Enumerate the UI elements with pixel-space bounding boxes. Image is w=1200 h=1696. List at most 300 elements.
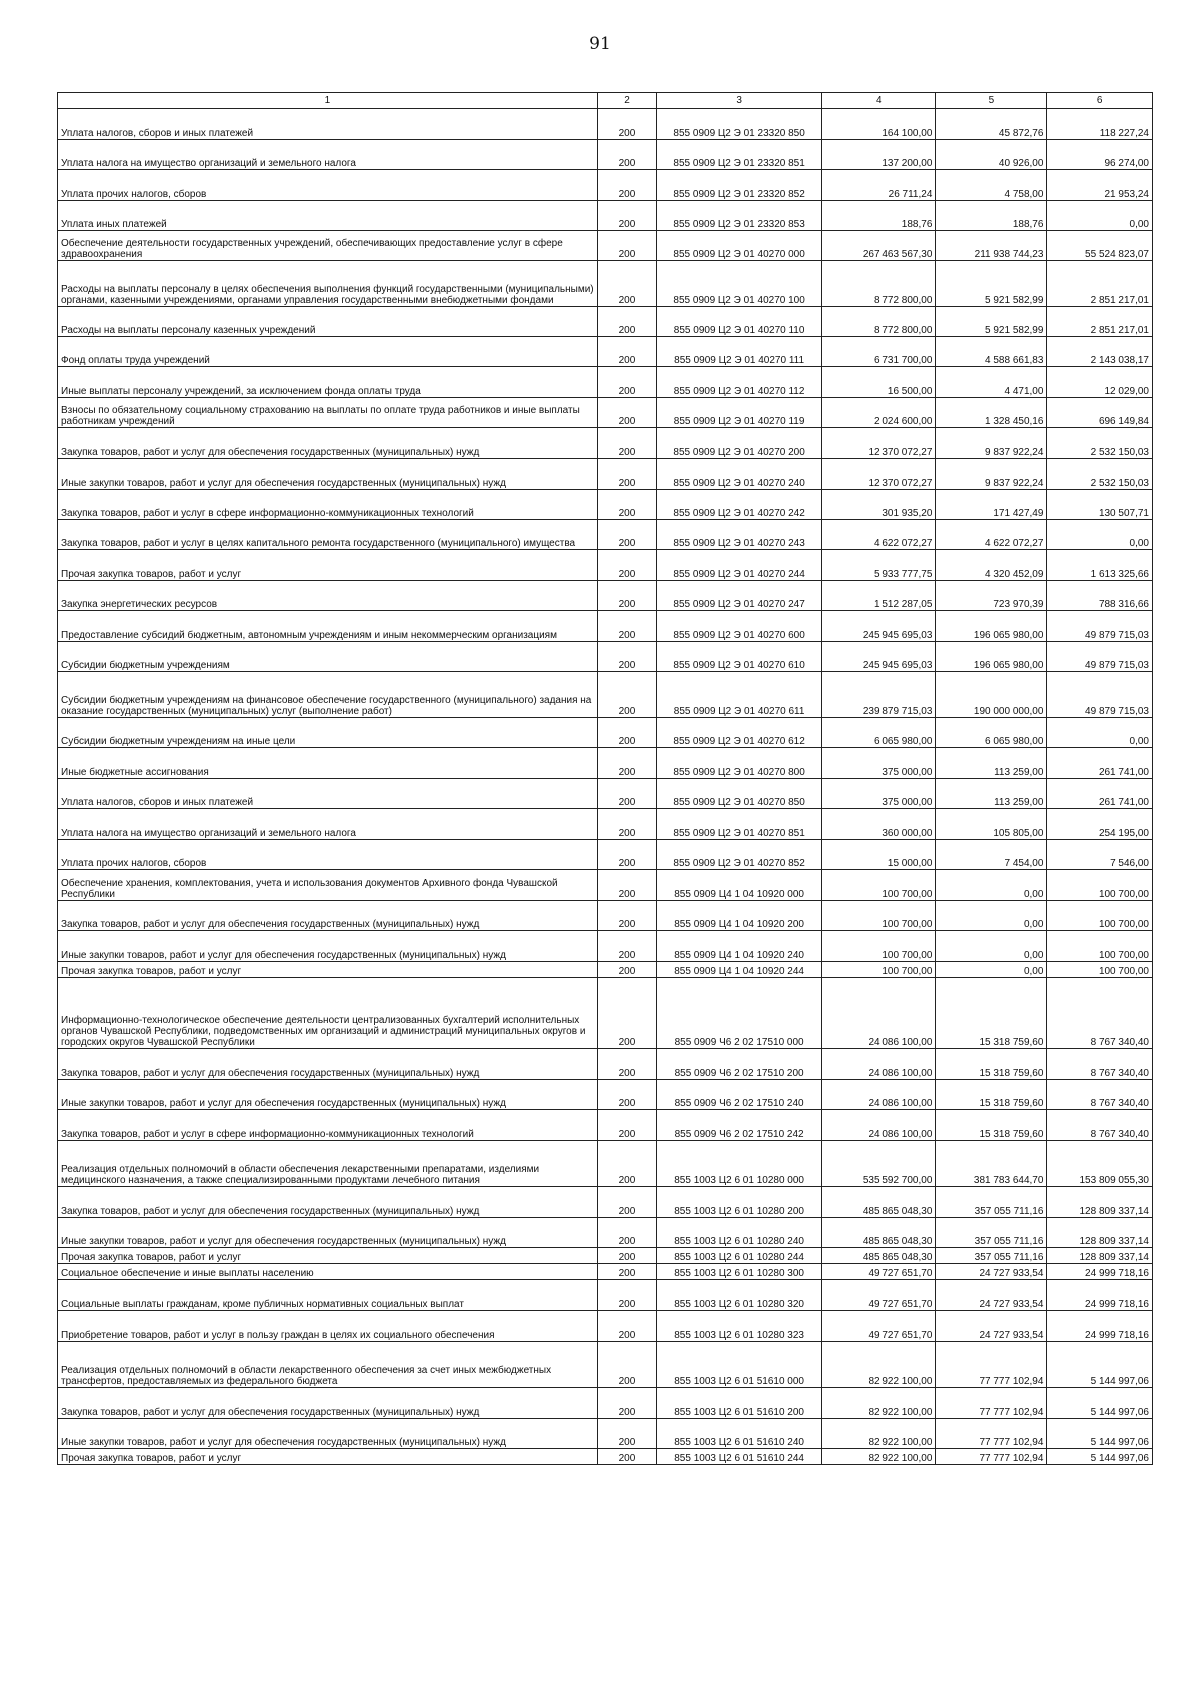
- row-value-col5: 190 000 000,00: [936, 672, 1047, 718]
- row-name: Иные закупки товаров, работ и услуг для обеспечения государственных (муниципальных) нужд: [58, 459, 598, 490]
- row-name: Закупка товаров, работ и услуг в сфере информационно-коммуникационных технологий: [58, 1110, 598, 1141]
- row-code: 200: [597, 1187, 656, 1218]
- row-value-col5: 4 622 072,27: [936, 520, 1047, 550]
- row-code: 200: [597, 672, 656, 718]
- row-budget-code: 855 0909 Ц2 Э 01 40270 852: [657, 840, 822, 870]
- row-value-col4: 49 727 651,70: [822, 1264, 936, 1280]
- row-value-col6: 55 524 823,07: [1047, 231, 1153, 261]
- row-value-col4: 82 922 100,00: [822, 1388, 936, 1419]
- row-name: Реализация отдельных полномочий в области обеспечения лекарственными препаратами, изделиями медицинского назначения, а также специализированными продуктами лечебного питания: [58, 1141, 598, 1187]
- table-row: [58, 231, 1153, 261]
- table-row: [58, 398, 1153, 428]
- row-value-col6: 8 767 340,40: [1047, 1110, 1153, 1141]
- row-code: 200: [597, 520, 656, 550]
- row-budget-code: 855 0909 Ц2 Э 01 40270 242: [657, 490, 822, 520]
- table-row: [58, 1141, 1153, 1187]
- row-budget-code: 855 0909 Ц2 Э 01 40270 111: [657, 337, 822, 367]
- table-row: [58, 672, 1153, 718]
- table-row: [58, 307, 1153, 337]
- row-code: 200: [597, 901, 656, 931]
- row-name: Уплата налогов, сборов и иных платежей: [58, 779, 598, 809]
- row-value-col4: 49 727 651,70: [822, 1280, 936, 1311]
- table-row: [58, 1218, 1153, 1248]
- row-budget-code: 855 0909 Ц2 Э 01 40270 850: [657, 779, 822, 809]
- row-value-col4: 267 463 567,30: [822, 231, 936, 261]
- row-code: 200: [597, 490, 656, 520]
- column-header-6: 6: [1047, 93, 1153, 109]
- row-name: Фонд оплаты труда учреждений: [58, 337, 598, 367]
- row-code: 200: [597, 1049, 656, 1080]
- row-budget-code: 855 0909 Ц2 Э 01 40270 800: [657, 748, 822, 779]
- row-code: 200: [597, 337, 656, 367]
- row-budget-code: 855 0909 Ц2 Э 01 40270 119: [657, 398, 822, 428]
- row-name: Прочая закупка товаров, работ и услуг: [58, 550, 598, 581]
- table-row: [58, 718, 1153, 748]
- table-row: [58, 550, 1153, 581]
- row-code: 200: [597, 367, 656, 398]
- row-value-col4: 8 772 800,00: [822, 307, 936, 337]
- row-name: Иные бюджетные ассигнования: [58, 748, 598, 779]
- row-value-col4: 245 945 695,03: [822, 642, 936, 672]
- table-row: [58, 109, 1153, 140]
- table-row: [58, 1264, 1153, 1280]
- row-value-col4: 6 731 700,00: [822, 337, 936, 367]
- row-value-col4: 360 000,00: [822, 809, 936, 840]
- budget-execution-table: [57, 92, 1153, 1465]
- row-name: Информационно-технологическое обеспечение деятельности централизованных бухгалтерий исполнительных органов Чувашской Республики, подведомственных им организаций и администраций муниципальных округов и городских округов Чувашской Республики: [58, 978, 598, 1049]
- row-name: Прочая закупка товаров, работ и услуг: [58, 1449, 598, 1465]
- row-budget-code: 855 1003 Ц2 6 01 51610 244: [657, 1449, 822, 1465]
- row-code: 200: [597, 201, 656, 231]
- row-value-col4: 12 370 072,27: [822, 428, 936, 459]
- row-name: Уплата прочих налогов, сборов: [58, 170, 598, 201]
- row-code: 200: [597, 550, 656, 581]
- row-budget-code: 855 0909 Ц2 Э 01 23320 852: [657, 170, 822, 201]
- row-code: 200: [597, 840, 656, 870]
- row-value-col5: 77 777 102,94: [936, 1419, 1047, 1449]
- row-value-col4: 4 622 072,27: [822, 520, 936, 550]
- row-value-col4: 100 700,00: [822, 901, 936, 931]
- row-budget-code: 855 0909 Ц4 1 04 10920 240: [657, 931, 822, 962]
- row-code: 200: [597, 1248, 656, 1264]
- row-name: Закупка товаров, работ и услуг для обеспечения государственных (муниципальных) нужд: [58, 1388, 598, 1419]
- column-header-5: 5: [936, 93, 1047, 109]
- row-name: Закупка товаров, работ и услуг для обеспечения государственных (муниципальных) нужд: [58, 1049, 598, 1080]
- table-row: [58, 748, 1153, 779]
- column-header-1: 1: [58, 93, 598, 109]
- row-code: 200: [597, 398, 656, 428]
- row-budget-code: 855 1003 Ц2 6 01 10280 300: [657, 1264, 822, 1280]
- row-value-col5: 357 055 711,16: [936, 1187, 1047, 1218]
- row-value-col6: 128 809 337,14: [1047, 1218, 1153, 1248]
- row-code: 200: [597, 428, 656, 459]
- table-row: [58, 1049, 1153, 1080]
- table-row: [58, 337, 1153, 367]
- page-number: 91: [589, 34, 611, 54]
- row-name: Уплата иных платежей: [58, 201, 598, 231]
- table-row: [58, 809, 1153, 840]
- row-budget-code: 855 0909 Ц2 Э 01 40270 610: [657, 642, 822, 672]
- row-budget-code: 855 0909 Ц2 Э 01 40270 200: [657, 428, 822, 459]
- row-value-col5: 381 783 644,70: [936, 1141, 1047, 1187]
- row-value-col5: 77 777 102,94: [936, 1388, 1047, 1419]
- table-row: [58, 1248, 1153, 1264]
- row-value-col6: 128 809 337,14: [1047, 1187, 1153, 1218]
- table-row: [58, 1110, 1153, 1141]
- row-value-col6: 1 613 325,66: [1047, 550, 1153, 581]
- row-value-col6: 100 700,00: [1047, 901, 1153, 931]
- row-value-col5: 357 055 711,16: [936, 1248, 1047, 1264]
- row-value-col6: 100 700,00: [1047, 962, 1153, 978]
- row-value-col4: 1 512 287,05: [822, 581, 936, 611]
- row-value-col5: 0,00: [936, 901, 1047, 931]
- row-value-col6: 24 999 718,16: [1047, 1311, 1153, 1342]
- row-name: Закупка товаров, работ и услуг для обеспечения государственных (муниципальных) нужд: [58, 428, 598, 459]
- row-budget-code: 855 0909 Ц2 Э 01 23320 851: [657, 140, 822, 170]
- row-name: Иные закупки товаров, работ и услуг для обеспечения государственных (муниципальных) нужд: [58, 1218, 598, 1248]
- row-code: 200: [597, 1449, 656, 1465]
- row-code: 200: [597, 978, 656, 1049]
- row-value-col6: 5 144 997,06: [1047, 1342, 1153, 1388]
- row-value-col6: 261 741,00: [1047, 748, 1153, 779]
- row-code: 200: [597, 1419, 656, 1449]
- row-budget-code: 855 0909 Ц2 Э 01 40270 243: [657, 520, 822, 550]
- row-value-col4: 485 865 048,30: [822, 1248, 936, 1264]
- table-row: [58, 201, 1153, 231]
- row-value-col4: 16 500,00: [822, 367, 936, 398]
- row-value-col5: 4 758,00: [936, 170, 1047, 201]
- row-budget-code: 855 0909 Ц2 Э 01 40270 247: [657, 581, 822, 611]
- row-value-col4: 100 700,00: [822, 962, 936, 978]
- row-value-col4: 24 086 100,00: [822, 1110, 936, 1141]
- row-value-col5: 5 921 582,99: [936, 307, 1047, 337]
- row-value-col6: 8 767 340,40: [1047, 1049, 1153, 1080]
- row-value-col4: 82 922 100,00: [822, 1449, 936, 1465]
- row-budget-code: 855 1003 Ц2 6 01 51610 000: [657, 1342, 822, 1388]
- row-budget-code: 855 0909 Ч6 2 02 17510 200: [657, 1049, 822, 1080]
- row-name: Закупка товаров, работ и услуг для обеспечения государственных (муниципальных) нужд: [58, 1187, 598, 1218]
- row-value-col6: 100 700,00: [1047, 870, 1153, 901]
- row-budget-code: 855 0909 Ц2 Э 01 23320 853: [657, 201, 822, 231]
- table-row: [58, 931, 1153, 962]
- row-value-col6: 8 767 340,40: [1047, 1080, 1153, 1110]
- table-row: [58, 428, 1153, 459]
- header-row: [58, 93, 1153, 109]
- row-name: Уплата налогов, сборов и иных платежей: [58, 109, 598, 140]
- row-code: 200: [597, 1280, 656, 1311]
- row-value-col5: 5 921 582,99: [936, 261, 1047, 307]
- row-code: 200: [597, 1264, 656, 1280]
- row-value-col5: 0,00: [936, 962, 1047, 978]
- row-code: 200: [597, 809, 656, 840]
- row-code: 200: [597, 718, 656, 748]
- row-name: Субсидии бюджетным учреждениям на иные цели: [58, 718, 598, 748]
- row-value-col4: 164 100,00: [822, 109, 936, 140]
- row-value-col5: 9 837 922,24: [936, 428, 1047, 459]
- row-budget-code: 855 0909 Ц2 Э 01 40270 240: [657, 459, 822, 490]
- row-name: Предоставление субсидий бюджетным, автономным учреждениям и иным некоммерческим организациям: [58, 611, 598, 642]
- row-name: Социальное обеспечение и иные выплаты населению: [58, 1264, 598, 1280]
- row-code: 200: [597, 642, 656, 672]
- row-value-col4: 26 711,24: [822, 170, 936, 201]
- row-name: Обеспечение хранения, комплектования, учета и использования документов Архивного фонда Чувашской Республики: [58, 870, 598, 901]
- row-code: 200: [597, 140, 656, 170]
- table-row: [58, 840, 1153, 870]
- row-name: Уплата налога на имущество организаций и земельного налога: [58, 140, 598, 170]
- row-name: Приобретение товаров, работ и услуг в пользу граждан в целях их социального обеспечения: [58, 1311, 598, 1342]
- row-value-col5: 24 727 933,54: [936, 1311, 1047, 1342]
- row-name: Иные закупки товаров, работ и услуг для обеспечения государственных (муниципальных) нужд: [58, 931, 598, 962]
- row-code: 200: [597, 962, 656, 978]
- table-row: [58, 962, 1153, 978]
- row-name: Субсидии бюджетным учреждениям: [58, 642, 598, 672]
- row-value-col4: 24 086 100,00: [822, 1080, 936, 1110]
- row-value-col6: 118 227,24: [1047, 109, 1153, 140]
- row-value-col4: 82 922 100,00: [822, 1419, 936, 1449]
- row-name: Иные закупки товаров, работ и услуг для обеспечения государственных (муниципальных) нужд: [58, 1080, 598, 1110]
- column-header-3: 3: [657, 93, 822, 109]
- row-value-col4: 245 945 695,03: [822, 611, 936, 642]
- row-value-col5: 45 872,76: [936, 109, 1047, 140]
- row-value-col4: 485 865 048,30: [822, 1187, 936, 1218]
- table-row: [58, 459, 1153, 490]
- row-code: 200: [597, 231, 656, 261]
- row-value-col5: 15 318 759,60: [936, 978, 1047, 1049]
- row-name: Иные выплаты персоналу учреждений, за исключением фонда оплаты труда: [58, 367, 598, 398]
- row-value-col6: 788 316,66: [1047, 581, 1153, 611]
- row-value-col6: 2 532 150,03: [1047, 428, 1153, 459]
- row-value-col4: 239 879 715,03: [822, 672, 936, 718]
- row-code: 200: [597, 1388, 656, 1419]
- row-code: 200: [597, 459, 656, 490]
- row-value-col5: 196 065 980,00: [936, 642, 1047, 672]
- row-name: Субсидии бюджетным учреждениям на финансовое обеспечение государственного (муниципального) задания на оказание государственных (муниципальных) услуг (выполнение работ): [58, 672, 598, 718]
- row-value-col6: 5 144 997,06: [1047, 1449, 1153, 1465]
- row-budget-code: 855 0909 Ц2 Э 01 40270 110: [657, 307, 822, 337]
- row-code: 200: [597, 1311, 656, 1342]
- row-value-col5: 77 777 102,94: [936, 1342, 1047, 1388]
- row-value-col5: 1 328 450,16: [936, 398, 1047, 428]
- row-name: Реализация отдельных полномочий в области лекарственного обеспечения за счет иных межбюджетных трансфертов, предоставляемых из федерального бюджета: [58, 1342, 598, 1388]
- row-value-col4: 82 922 100,00: [822, 1342, 936, 1388]
- row-value-col5: 9 837 922,24: [936, 459, 1047, 490]
- row-value-col4: 5 933 777,75: [822, 550, 936, 581]
- row-name: Расходы на выплаты персоналу в целях обеспечения выполнения функций государственными (муниципальными) органами, казенными учреждениями, органами управления государственными внебюджетными фондами: [58, 261, 598, 307]
- row-value-col5: 4 320 452,09: [936, 550, 1047, 581]
- table-row: [58, 520, 1153, 550]
- row-name: Закупка товаров, работ и услуг в целях капитального ремонта государственного (муниципального) имущества: [58, 520, 598, 550]
- row-value-col5: 211 938 744,23: [936, 231, 1047, 261]
- row-code: 200: [597, 931, 656, 962]
- table-row: [58, 1187, 1153, 1218]
- table-row: [58, 1449, 1153, 1465]
- row-value-col5: 6 065 980,00: [936, 718, 1047, 748]
- row-value-col6: 5 144 997,06: [1047, 1388, 1153, 1419]
- row-value-col4: 49 727 651,70: [822, 1311, 936, 1342]
- row-value-col5: 15 318 759,60: [936, 1110, 1047, 1141]
- row-value-col4: 188,76: [822, 201, 936, 231]
- row-name: Закупка товаров, работ и услуг в сфере информационно-коммуникационных технологий: [58, 490, 598, 520]
- row-value-col5: 7 454,00: [936, 840, 1047, 870]
- row-budget-code: 855 0909 Ч6 2 02 17510 242: [657, 1110, 822, 1141]
- row-value-col5: 171 427,49: [936, 490, 1047, 520]
- row-code: 200: [597, 261, 656, 307]
- row-value-col6: 49 879 715,03: [1047, 642, 1153, 672]
- row-value-col5: 40 926,00: [936, 140, 1047, 170]
- row-value-col6: 8 767 340,40: [1047, 978, 1153, 1049]
- row-budget-code: 855 0909 Ц4 1 04 10920 200: [657, 901, 822, 931]
- row-code: 200: [597, 581, 656, 611]
- row-budget-code: 855 0909 Ц2 Э 01 40270 600: [657, 611, 822, 642]
- row-budget-code: 855 0909 Ц4 1 04 10920 000: [657, 870, 822, 901]
- row-budget-code: 855 0909 Ц2 Э 01 40270 000: [657, 231, 822, 261]
- row-value-col6: 2 143 038,17: [1047, 337, 1153, 367]
- row-value-col4: 24 086 100,00: [822, 1049, 936, 1080]
- row-value-col4: 15 000,00: [822, 840, 936, 870]
- row-code: 200: [597, 109, 656, 140]
- row-value-col6: 696 149,84: [1047, 398, 1153, 428]
- row-value-col5: 113 259,00: [936, 779, 1047, 809]
- row-value-col5: 4 471,00: [936, 367, 1047, 398]
- row-code: 200: [597, 1342, 656, 1388]
- row-value-col4: 12 370 072,27: [822, 459, 936, 490]
- table-row: [58, 170, 1153, 201]
- row-value-col5: 723 970,39: [936, 581, 1047, 611]
- row-name: Расходы на выплаты персоналу казенных учреждений: [58, 307, 598, 337]
- table-row: [58, 140, 1153, 170]
- row-value-col6: 2 851 217,01: [1047, 307, 1153, 337]
- row-name: Иные закупки товаров, работ и услуг для обеспечения государственных (муниципальных) нужд: [58, 1419, 598, 1449]
- row-name: Взносы по обязательному социальному страхованию на выплаты по оплате труда работников и иные выплаты работникам учреждений: [58, 398, 598, 428]
- row-budget-code: 855 1003 Ц2 6 01 10280 323: [657, 1311, 822, 1342]
- row-value-col6: 24 999 718,16: [1047, 1264, 1153, 1280]
- row-value-col6: 5 144 997,06: [1047, 1419, 1153, 1449]
- row-value-col5: 113 259,00: [936, 748, 1047, 779]
- row-value-col4: 535 592 700,00: [822, 1141, 936, 1187]
- row-value-col6: 261 741,00: [1047, 779, 1153, 809]
- row-budget-code: 855 0909 Ч6 2 02 17510 240: [657, 1080, 822, 1110]
- row-value-col6: 0,00: [1047, 718, 1153, 748]
- table-row: [58, 642, 1153, 672]
- row-value-col5: 357 055 711,16: [936, 1218, 1047, 1248]
- row-budget-code: 855 0909 Ц2 Э 01 40270 244: [657, 550, 822, 581]
- table-row: [58, 870, 1153, 901]
- row-value-col5: 0,00: [936, 870, 1047, 901]
- row-value-col6: 254 195,00: [1047, 809, 1153, 840]
- row-budget-code: 855 1003 Ц2 6 01 10280 240: [657, 1218, 822, 1248]
- row-code: 200: [597, 779, 656, 809]
- table-row: [58, 1419, 1153, 1449]
- table-row: [58, 1080, 1153, 1110]
- row-value-col4: 301 935,20: [822, 490, 936, 520]
- table-row: [58, 611, 1153, 642]
- row-value-col6: 49 879 715,03: [1047, 611, 1153, 642]
- table-row: [58, 901, 1153, 931]
- column-header-4: 4: [822, 93, 936, 109]
- row-value-col6: 96 274,00: [1047, 140, 1153, 170]
- row-budget-code: 855 1003 Ц2 6 01 10280 200: [657, 1187, 822, 1218]
- row-budget-code: 855 1003 Ц2 6 01 10280 320: [657, 1280, 822, 1311]
- row-value-col4: 24 086 100,00: [822, 978, 936, 1049]
- row-value-col4: 375 000,00: [822, 779, 936, 809]
- row-value-col4: 2 024 600,00: [822, 398, 936, 428]
- row-value-col5: 196 065 980,00: [936, 611, 1047, 642]
- row-value-col6: 153 809 055,30: [1047, 1141, 1153, 1187]
- row-value-col4: 6 065 980,00: [822, 718, 936, 748]
- row-code: 200: [597, 611, 656, 642]
- row-budget-code: 855 1003 Ц2 6 01 10280 244: [657, 1248, 822, 1264]
- row-value-col6: 12 029,00: [1047, 367, 1153, 398]
- table-row: [58, 978, 1153, 1049]
- row-name: Уплата налога на имущество организаций и земельного налога: [58, 809, 598, 840]
- row-budget-code: 855 1003 Ц2 6 01 51610 240: [657, 1419, 822, 1449]
- row-budget-code: 855 1003 Ц2 6 01 51610 200: [657, 1388, 822, 1419]
- row-code: 200: [597, 170, 656, 201]
- row-value-col5: 15 318 759,60: [936, 1080, 1047, 1110]
- row-name: Закупка энергетических ресурсов: [58, 581, 598, 611]
- row-budget-code: 855 0909 Ц2 Э 01 40270 851: [657, 809, 822, 840]
- row-value-col4: 8 772 800,00: [822, 261, 936, 307]
- table-row: [58, 1311, 1153, 1342]
- row-value-col6: 24 999 718,16: [1047, 1280, 1153, 1311]
- row-name: Обеспечение деятельности государственных учреждений, обеспечивающих предоставление услуг в сфере здравоохранения: [58, 231, 598, 261]
- row-value-col6: 0,00: [1047, 520, 1153, 550]
- row-budget-code: 855 0909 Ц2 Э 01 40270 611: [657, 672, 822, 718]
- row-value-col6: 21 953,24: [1047, 170, 1153, 201]
- row-budget-code: 855 0909 Ц2 Э 01 23320 850: [657, 109, 822, 140]
- row-value-col5: 24 727 933,54: [936, 1280, 1047, 1311]
- table-row: [58, 367, 1153, 398]
- row-budget-code: 855 0909 Ц2 Э 01 40270 612: [657, 718, 822, 748]
- row-value-col6: 2 851 217,01: [1047, 261, 1153, 307]
- row-value-col6: 7 546,00: [1047, 840, 1153, 870]
- table-row: [58, 1280, 1153, 1311]
- row-value-col5: 4 588 661,83: [936, 337, 1047, 367]
- row-value-col5: 105 805,00: [936, 809, 1047, 840]
- row-value-col6: 100 700,00: [1047, 931, 1153, 962]
- row-value-col6: 49 879 715,03: [1047, 672, 1153, 718]
- row-name: Закупка товаров, работ и услуг для обеспечения государственных (муниципальных) нужд: [58, 901, 598, 931]
- row-value-col5: 0,00: [936, 931, 1047, 962]
- row-code: 200: [597, 1110, 656, 1141]
- row-code: 200: [597, 307, 656, 337]
- table-row: [58, 261, 1153, 307]
- row-name: Прочая закупка товаров, работ и услуг: [58, 962, 598, 978]
- row-value-col4: 100 700,00: [822, 931, 936, 962]
- row-value-col5: 77 777 102,94: [936, 1449, 1047, 1465]
- row-value-col5: 188,76: [936, 201, 1047, 231]
- row-code: 200: [597, 870, 656, 901]
- row-budget-code: 855 0909 Ц4 1 04 10920 244: [657, 962, 822, 978]
- row-budget-code: 855 1003 Ц2 6 01 10280 000: [657, 1141, 822, 1187]
- row-value-col4: 375 000,00: [822, 748, 936, 779]
- table-row: [58, 1342, 1153, 1388]
- row-value-col4: 485 865 048,30: [822, 1218, 936, 1248]
- row-value-col6: 130 507,71: [1047, 490, 1153, 520]
- row-name: Прочая закупка товаров, работ и услуг: [58, 1248, 598, 1264]
- row-name: Социальные выплаты гражданам, кроме публичных нормативных социальных выплат: [58, 1280, 598, 1311]
- row-code: 200: [597, 1141, 656, 1187]
- row-name: Уплата прочих налогов, сборов: [58, 840, 598, 870]
- row-value-col6: 0,00: [1047, 201, 1153, 231]
- row-value-col6: 2 532 150,03: [1047, 459, 1153, 490]
- row-budget-code: 855 0909 Ц2 Э 01 40270 112: [657, 367, 822, 398]
- row-value-col4: 137 200,00: [822, 140, 936, 170]
- row-value-col5: 24 727 933,54: [936, 1264, 1047, 1280]
- table-row: [58, 1388, 1153, 1419]
- row-budget-code: 855 0909 Ч6 2 02 17510 000: [657, 978, 822, 1049]
- row-value-col4: 100 700,00: [822, 870, 936, 901]
